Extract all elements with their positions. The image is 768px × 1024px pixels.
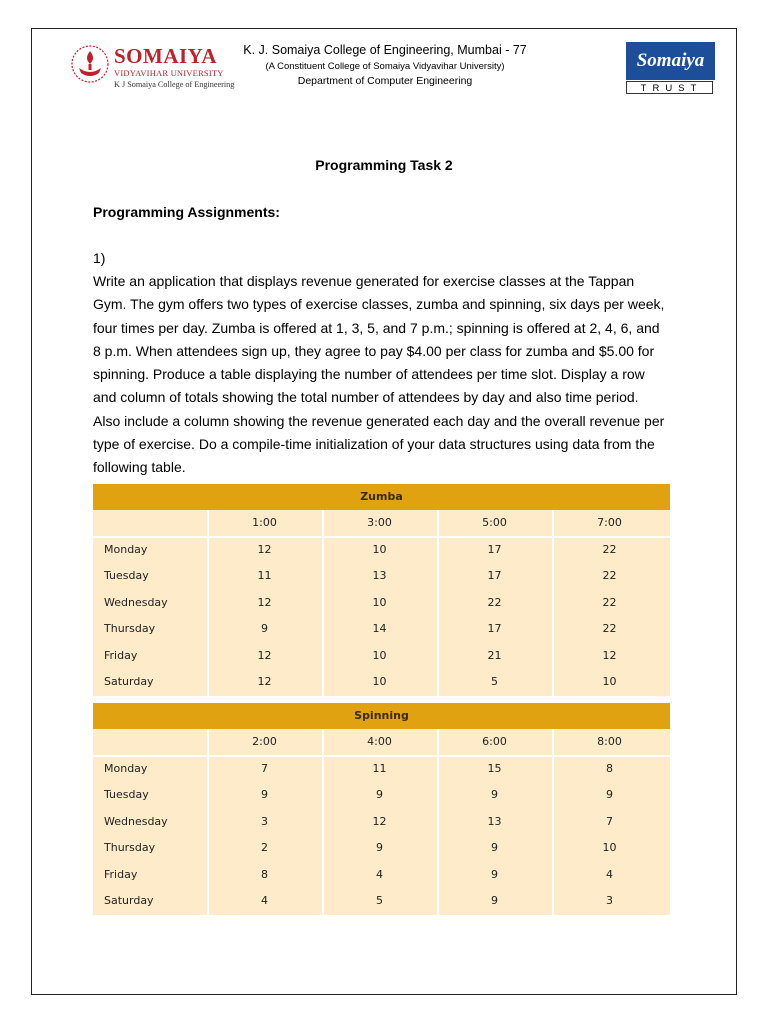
attendee-count: 22 [602, 542, 617, 556]
table-title: Spinning [93, 703, 670, 729]
attendee-count: 12 [372, 814, 387, 828]
attendee-count: 12 [257, 542, 272, 556]
assignments-heading: Programming Assignments: [93, 204, 280, 220]
somaiya-emblem-icon [70, 42, 110, 94]
zumba-table [93, 484, 670, 696]
logo-college: K J Somaiya College of Engineering [114, 80, 235, 89]
department-line: Department of Computer Engineering [297, 75, 473, 87]
attendee-count: 15 [487, 761, 502, 775]
day-label: Thursday [104, 622, 156, 635]
table-row [93, 616, 670, 643]
paragraph-line: and column of totals showing the total number of attendees by day and also time period. [93, 389, 639, 406]
table-row [93, 669, 670, 696]
constituent-line: (A Constituent College of Somaiya Vidyavihar University) [265, 61, 505, 72]
day-label: Saturday [104, 894, 154, 907]
attendee-count: 22 [602, 622, 617, 635]
table-row [93, 862, 670, 889]
day-label: Friday [104, 648, 138, 662]
attendee-count: 12 [257, 675, 272, 688]
attendee-count: 12 [257, 595, 272, 609]
paragraph-line: spinning. Produce a table displaying the number of attendees per time slot. Display a row [93, 366, 645, 383]
attendee-count: 4 [606, 867, 613, 881]
attendee-count: 7 [606, 814, 613, 828]
day-label: Friday [104, 867, 138, 881]
attendee-count: 9 [491, 788, 498, 801]
attendee-count: 10 [372, 675, 387, 688]
attendee-count: 17 [487, 569, 502, 582]
attendee-count: 11 [257, 569, 272, 582]
attendee-count: 17 [487, 622, 502, 635]
attendee-count: 5 [491, 675, 498, 688]
trust-logo-name: Somaiya [626, 42, 715, 80]
day-label: Saturday [104, 675, 154, 688]
attendee-count: 17 [487, 542, 502, 556]
attendee-count: 22 [602, 569, 617, 582]
attendee-count: 10 [372, 542, 387, 556]
task-title: Programming Task 2 [315, 157, 453, 173]
attendee-count: 22 [602, 595, 617, 609]
somaiya-university-logo [70, 42, 238, 98]
attendee-count: 4 [376, 867, 383, 881]
table-header-row [93, 729, 670, 756]
time-header: 6:00 [482, 735, 507, 748]
paragraph-line: Write an application that displays revenue generated for exercise classes at the Tappan [93, 273, 635, 289]
attendee-count: 3 [261, 814, 268, 828]
attendee-count: 10 [602, 675, 617, 688]
table-row [93, 590, 670, 617]
day-label: Monday [104, 761, 148, 775]
attendee-count: 12 [257, 648, 272, 662]
question-number: 1) [93, 250, 106, 266]
somaiya-trust-logo [626, 42, 715, 96]
attendee-count: 5 [376, 894, 383, 907]
table-title: Zumba [93, 484, 670, 510]
logo-university: VIDYAVIHAR UNIVERSITY [114, 68, 224, 78]
attendee-count: 13 [487, 814, 502, 828]
paragraph-line: 8 p.m. When attendees sign up, they agree to pay $4.00 per class for zumba and $5.00 for [93, 342, 655, 359]
attendee-count: 22 [487, 595, 502, 609]
table-row [93, 782, 670, 809]
time-header: 3:00 [367, 516, 392, 529]
attendee-count: 12 [602, 648, 617, 662]
college-name-line: K. J. Somaiya College of Engineering, Mumbai - 77 [243, 43, 527, 57]
attendee-count: 8 [261, 867, 268, 881]
day-label: Wednesday [104, 595, 168, 609]
time-header: 8:00 [597, 735, 622, 748]
attendee-count: 8 [606, 761, 613, 775]
attendee-count: 9 [491, 894, 498, 907]
time-header: 2:00 [252, 735, 277, 748]
day-label: Tuesday [104, 788, 149, 801]
table-row [93, 643, 670, 670]
attendee-count: 14 [372, 622, 387, 635]
attendee-count: 9 [491, 867, 498, 881]
day-label: Monday [104, 542, 148, 556]
attendee-count: 10 [602, 841, 617, 854]
attendee-count: 9 [376, 841, 383, 854]
day-label: Tuesday [104, 569, 149, 582]
table-row [93, 563, 670, 590]
paragraph-line: Also include a column showing the revenue generated each day and the overall revenue per [93, 412, 665, 429]
attendee-count: 9 [606, 788, 613, 801]
attendee-count: 4 [261, 894, 268, 907]
day-label: Thursday [104, 841, 156, 854]
college-header [240, 42, 530, 89]
attendee-count: 13 [372, 569, 387, 582]
attendee-count: 9 [261, 788, 268, 801]
time-header: 7:00 [597, 516, 622, 529]
spinning-table [93, 703, 670, 915]
table-row [93, 537, 670, 564]
header-divider [93, 536, 670, 538]
logo-name: SOMAIYA [114, 44, 218, 68]
attendee-count: 9 [491, 841, 498, 854]
attendee-count: 11 [372, 761, 387, 775]
time-header: 1:00 [252, 516, 277, 529]
table-row [93, 756, 670, 783]
attendee-count: 21 [487, 648, 502, 662]
attendee-count: 10 [372, 648, 387, 662]
attendee-count: 2 [261, 841, 268, 854]
attendee-count: 9 [376, 788, 383, 801]
paragraph-line: type of exercise. Do a compile-time initialization of your data structures using data from the [93, 436, 655, 453]
time-header: 4:00 [367, 735, 392, 748]
table-row [93, 809, 670, 836]
question-paragraph [93, 270, 683, 480]
attendee-count: 9 [261, 622, 268, 635]
table-header-row [93, 510, 670, 537]
paragraph-line: following table. [93, 459, 186, 476]
trust-logo-label: TRUST [626, 81, 713, 94]
time-header: 5:00 [482, 516, 507, 529]
day-label: Wednesday [104, 814, 168, 828]
paragraph-line: Gym. The gym offers two types of exercise classes, zumba and spinning, six days per week, [93, 296, 665, 313]
table-row [93, 888, 670, 915]
attendee-count: 7 [261, 761, 268, 775]
table-row [93, 835, 670, 862]
attendee-count: 10 [372, 595, 387, 609]
header-divider [93, 755, 670, 757]
attendee-count: 3 [606, 894, 613, 907]
paragraph-line: four times per day. Zumba is offered at 1, 3, 5, and 7 p.m.; spinning is offered at 2, 4, 6, and [93, 319, 660, 336]
